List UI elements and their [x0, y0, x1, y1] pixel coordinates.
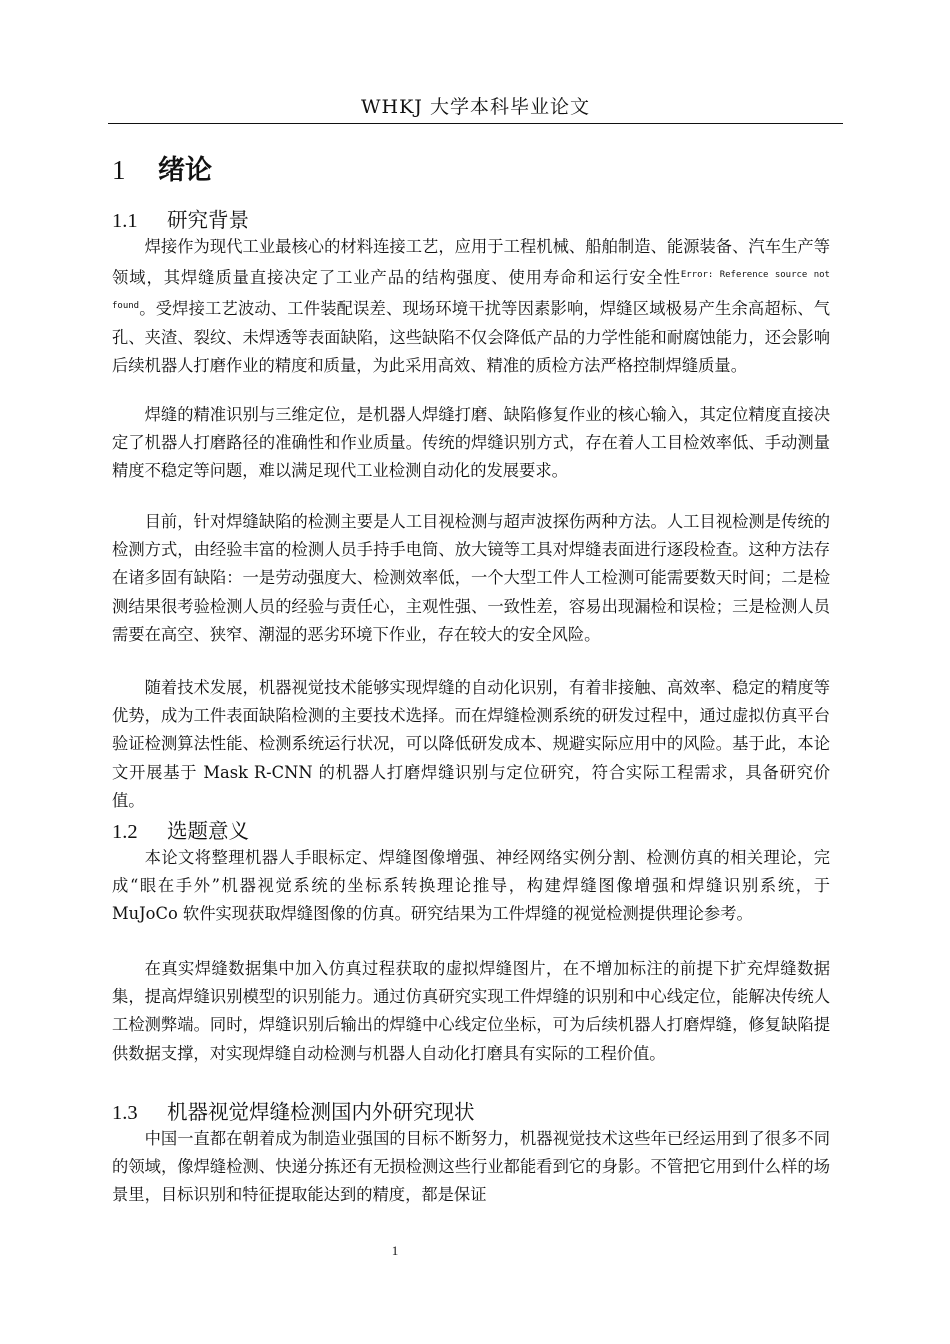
chapter-title: 绪论 [158, 155, 212, 186]
page-number: 1 [391, 1243, 399, 1258]
paragraph: 在真实焊缝数据集中加入仿真过程获取的虚拟焊缝图片，在不增加标注的前提下扩充焊缝数据集，提高焊缝识别模型的识别能力。通过仿真研究实现工件焊缝的识别和中心线定位，能解决传统人工检测弊端。同时，焊缝识别后输出的焊缝中心线定位坐标，可为后续机器人打磨焊缝，修复缺陷提供数据支撑，对实现焊缝自动检测与机器人自动化打磨具有实际的工程价值。 [112, 959, 830, 1063]
reference-error: Error: Reference source not found [112, 270, 830, 312]
section-number: 1.3 [112, 1102, 138, 1124]
section-heading-1-2 [112, 814, 249, 844]
running-header: WHKJ 大学本科毕业论文 [361, 96, 590, 118]
section-title: 机器视觉焊缝检测国内外研究现状 [167, 1100, 475, 1124]
header-rule [108, 123, 843, 124]
paragraph [112, 233, 830, 380]
paragraph: 随着技术发展，机器视觉技术能够实现焊缝的自动化识别，有着非接触、高效率、稳定的精度等优势，成为工件表面缺陷检测的主要技术选择。而在焊缝检测系统的研发过程中，通过虚拟仿真平台验证检测算法性能、检测系统运行状况，可以降低研发成本、规避实际应用中的风险。基于此，本论文开展基于 Mask R-CNN 的机器人打磨焊缝识别与定位研究，符合实际工程需求，具备研究价值。 [112, 678, 830, 810]
paragraph: 目前，针对焊缝缺陷的检测主要是人工目视检测与超声波探伤两种方法。人工目视检测是传统的检测方式，由经验丰富的检测人员手持手电筒、放大镜等工具对焊缝表面进行逐段检查。这种方法存在诸多固有缺陷：一是劳动强度大、检测效率低，一个大型工件人工检测可能需要数天时间；二是检测结果很考验检测人员的经验与责任心，主观性强、一致性差，容易出现漏检和误检；三是检测人员需要在高空、狭窄、潮湿的恶劣环境下作业，存在较大的安全风险。 [112, 512, 830, 644]
paragraph-text: 焊接作为现代工业最核心的材料连接工艺，应用于工程机械、船舶制造、能源装备、汽车生产等领域，其焊缝质量直接决定了工业产品的结构强度、使用寿命和运行安全性 [112, 237, 830, 288]
paragraph: 本论文将整理机器人手眼标定、焊缝图像增强、神经网络实例分割、检测仿真的相关理论，完成“眼在手外”机器视觉系统的坐标系转换理论推导，构建焊缝图像增强和焊缝识别系统，于 MuJoCo 软件实现获取焊缝图像的仿真。研究结果为工件焊缝的视觉检测提供理论参考。 [112, 848, 830, 924]
section-number: 1.2 [112, 821, 138, 843]
paragraph-text: 。受焊接工艺波动、工件装配误差、现场环境干扰等因素影响，焊缝区域极易产生余高超标、气孔、夹渣、裂纹、未焊透等表面缺陷，这些缺陷不仅会降低产品的力学性能和耐腐蚀能力，还会影响后续机器人打磨作业的精度和质量，为此采用高效、精准的质检方法严格控制焊缝质量。 [112, 299, 830, 375]
paragraph: 中国一直都在朝着成为制造业强国的目标不断努力，机器视觉技术这些年已经运用到了很多不同的领域，像焊缝检测、快递分拣还有无损检测这些行业都能看到它的身影。不管把它用到什么样的场景里，目标识别和特征提取能达到的精度，都是保证 [112, 1129, 830, 1205]
section-title: 研究背景 [167, 208, 249, 232]
section-heading-1-3 [112, 1095, 475, 1125]
section-heading-1-1 [112, 203, 249, 233]
chapter-heading [112, 148, 212, 187]
chapter-number: 1 [112, 155, 126, 185]
paragraph: 焊缝的精准识别与三维定位，是机器人焊缝打磨、缺陷修复作业的核心输入，其定位精度直接决定了机器人打磨路径的准确性和作业质量。传统的焊缝识别方式，存在着人工目检效率低、手动测量精度不稳定等问题，难以满足现代工业检测自动化的发展要求。 [112, 405, 830, 481]
section-number: 1.1 [112, 210, 138, 232]
section-title: 选题意义 [167, 819, 249, 843]
